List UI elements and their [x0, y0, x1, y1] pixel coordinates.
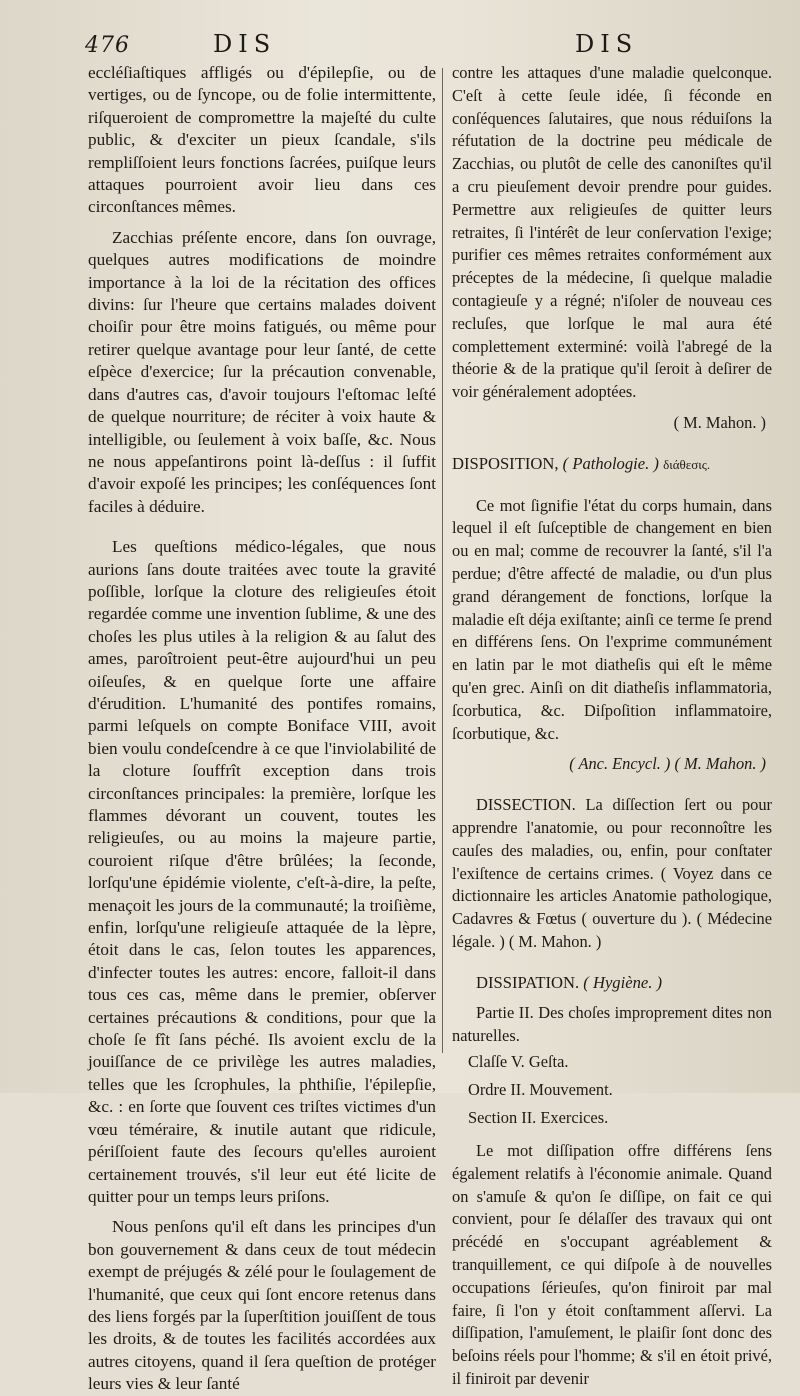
- article-heading-disposition: DISPOSITION, ( Pathologie. ) διάθεσις.: [452, 453, 711, 473]
- column-divider: [442, 68, 443, 1053]
- left-column: [88, 62, 436, 1396]
- left-paragraph-1: eccléſiaſtiques affligés ou d'épilepſie, ou de vertiges, ou de ſyncope, ou de folie intermittente, riſqueroient de compromettre la majeſté du culte public, & d'exciter un pieux ſcandale, s'ils rempliſſoient leurs fonctions ſacrées, puiſque leurs attaques pourroient avoir lieu dans ces circonſtances mêmes.: [88, 63, 436, 217]
- headword-disposition: DISPOSITION: [452, 453, 555, 473]
- dissipation-classe: Claſſe V. Geſta.: [468, 1052, 569, 1072]
- right-paragraph-1: contre les attaques d'une maladie quelconque. C'eſt à cette ſeule idée, ſi féconde en conſéquences ſalutaires, que nous réduiſons la réfutation de la doctrine peu médicale de Zacchias, ou plutôt de celle des canoniſtes qu'il a cru pieuſement devoir prendre pour guides. Permettre aux religieuſes de quitter leurs retraites, ſi l'intérêt de leur conſervation l'exige; purifier ces mêmes retraites conformément aux préceptes de la médecine, ſi quelque maladie contagieuſe y a régné; n'iſoler de nouveau ces recluſes, que lorſque le mal aura été complettement exterminé: voilà l'abregé de la théorie & de la pratique qu'il ſeroit à deſirer de voir généralement adoptées.: [452, 63, 772, 402]
- greek-term: διάθεσις.: [663, 456, 711, 472]
- headword-dissipation: DISSIPATION.: [476, 972, 580, 992]
- left-paragraph-3: Les queſtions médico-légales, que nous aurions ſans doute traitées avec toute la gravité poſſible, lorſque la cloture des religieuſes étoit regardée comme une invention ſublime, & une des choſes les plus utiles à la religion & au ſalut des ames, paroîtroient peut-être aujourd'hui un peu oiſeuſes, & en quelque ſorte une affaire d'érudition. L'humanité des pontifes romains, parmi leſquels on compte Boniface VIII, avoit bien voulu condeſcendre à ce que l'inviolabilité de la cloture ſouffrît exception dans trois circonſtances principales: la première, lorſque les flammes dévorant un couvent, toutes les religieuſes, ou au moins la majeure partie, couroient riſque d'être brûlées; la ſeconde, lorſqu'une épidémie violente, c'eſt-à-dire, la peſte, menaçoit les jours de la communauté; la troiſième, enfin, lorſqu'une religieuſe attaquée de la lèpre, étoit dans le cas, ſelon toutes les apparences, d'infecter toutes les autres: encore, falloit-il dans tous ces cas, même dans le premier, obſerver certaines précautions & conditions, pour que la choſe ſe fît ſans péché. Ils avoient exclu de la jouiſſance de ce privilège les autres maladies, telles que les ſcrophules, la phthiſie, l'épilepſie, &c. : en ſorte que ſouvent ces triſtes victimes d'un vœu téméraire, & inutile autant que ridicule, périſſoient faute des ſecours qu'elles auroient certainement trouvés, s'il leur eut été licite de quitter pour un temps leurs priſons.: [88, 537, 436, 1206]
- category-pathologie: ( Pathologie. ): [562, 453, 659, 473]
- left-paragraph-2: Zacchias préſente encore, dans ſon ouvrage, quelques autres modifications de moindre importance à la loi de la récitation des offices divins: ſur l'heure que certains malades doivent choiſir pour être moins fatigués, ou même pour retirer quelque avantage pour leur ſanté, de cette eſpèce d'exercice; ſur la précaution convenable, dans d'autres cas, d'avoir toujours l'eſtomac leſté de quelque nourriture; de réciter à voix haute & intelligible, ou ſeulement à voix baſſe, &c. Nous ne nous appeſantirons point là-deſſus : il ſuffit d'avoir expoſé les principes; les conſéquences ſont faciles à déduire.: [88, 227, 436, 516]
- right-column: [452, 62, 772, 1391]
- disposition-body: Ce mot ſignifie l'état du corps humain, dans lequel il eſt ſuſceptible de changement en bien ou en mal; comme de recouvrer la ſanté, s'il l'a perdue; d'être affecté de maladie, ou d'un plus grand dérangement de fonctions, lorſque la maladie eſt déja exiſtante; ainſi ce terme ſe prend en différens ſens. On l'exprime communément en latin par le mot diatheſis qui eſt le même qu'en grec. Ainſi on dit diatheſis inflammatoria, ſcorbutica, &c. Diſpoſition inflammatoire, ſcorbutique, &c.: [452, 495, 772, 743]
- headword-dissection: DISSECTION.: [476, 795, 576, 815]
- author-signature-1: ( M. Mahon. ): [673, 412, 766, 432]
- category-hygiene: ( Hygiène. ): [583, 972, 663, 992]
- dissipation-ordre: Ordre II. Mouvement.: [468, 1080, 613, 1100]
- page-number: 476: [85, 33, 130, 58]
- dissipation-body: Le mot diſſipation offre différens ſens également relatifs à l'économie animale. Quand on s'amuſe & qu'on ſe diſſipe, on fait ce qui convient, pour ſe délaſſer des travaux qui ont précédé en s'occupant agréablement & tranquillement, ce qui diſpoſe à de nouvelles occupations ſérieuſes, qu'on finiroit par mal faire, ſi l'on y étoit conſtamment aſſervi. La diſſipation, l'amuſement, le plaiſir ſont donc des beſoins réels pour l'homme; & s'il en étoit privé, il finiroit par devenir: [452, 1141, 772, 1389]
- disposition-source: ( Anc. Encycl. ) ( M. Mahon. ): [569, 754, 766, 774]
- right-running-head: DIS: [575, 30, 639, 58]
- article-dissection: [452, 794, 772, 954]
- left-running-head: DIS: [213, 30, 277, 58]
- article-heading-dissipation: [452, 972, 772, 995]
- dissipation-section: Section II. Exercices.: [468, 1108, 609, 1128]
- dissection-body: La diſſection ſert ou pour apprendre l'anatomie, ou pour reconnoître les cauſes des maladies, ou, enfin, pour conſtater l'exiſtence de certains crimes. ( Voyez dans ce dictionnaire les articles Anatomie pathologique, Cadavres & Fœtus ( ouverture du ). ( Médecine légale. ) ( M. Mahon. ): [452, 795, 772, 951]
- dissipation-partie: Partie II. Des choſes improprement dites non naturelles.: [452, 1003, 772, 1046]
- left-paragraph-4: Nous penſons qu'il eſt dans les principes d'un bon gouvernement & dans ceux de tout médecin exempt de préjugés & zélé pour le ſoulagement de l'humanité, que ceux qui ſont encore retenus dans des liens forgés par la ſuperſtition jouiſſent de tous les droits, & de toutes les facilités accordées aux autres citoyens, quand il ſera queſtion de protéger leurs vies & leur ſanté: [88, 1217, 436, 1394]
